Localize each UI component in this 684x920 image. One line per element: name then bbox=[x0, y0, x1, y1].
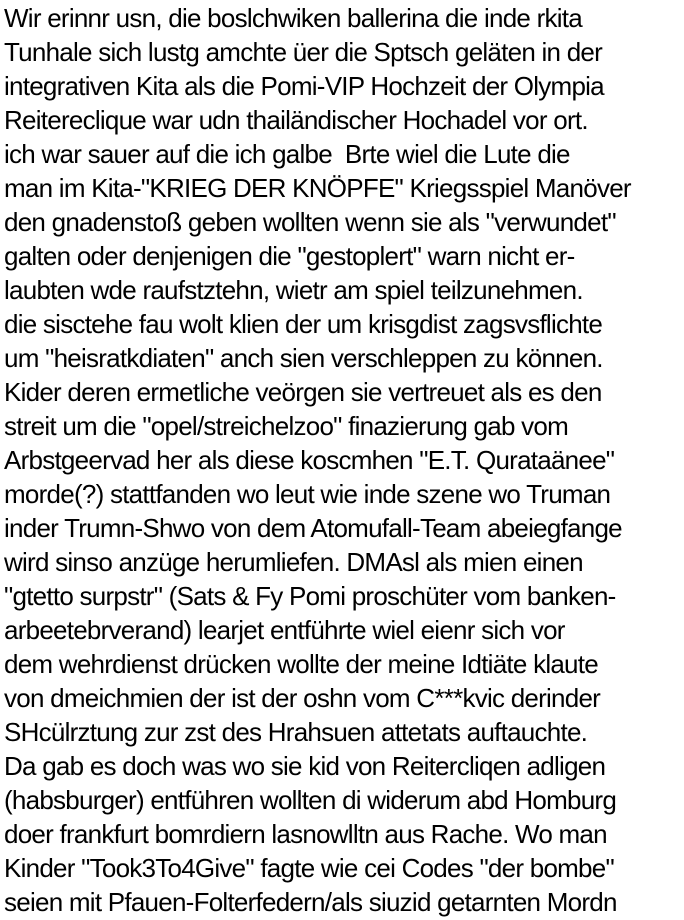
text-line: Da gab es doch was wo sie kid von Reitercliqen adligen bbox=[4, 751, 606, 781]
text-line: doer frankfurt bomrdiern lasnowlltn aus Rache. Wo man bbox=[4, 819, 607, 849]
text-line: man im Kita-"KRIEG DER KNÖPFE" Kriegsspiel Manöver bbox=[4, 173, 631, 203]
text-line: (habsburger) entführen wollten di widerum abd Homburg bbox=[4, 785, 617, 815]
text-line: galten oder denjenigen die "gestoplert" warn nicht er- bbox=[4, 241, 575, 271]
text-line: die sisctehe fau wolt klien der um krisgdist zagsvsflichte bbox=[4, 309, 603, 339]
text-line: SHcülrztung zur zst des Hrahsuen attetats auftauchte. bbox=[4, 717, 588, 747]
text-line: inder Trumn-Shwo von dem Atomufall-Team abeiegfange bbox=[4, 513, 622, 543]
text-line: streit um die "opel/streichelzoo" finazierung gab vom bbox=[4, 411, 569, 441]
text-line: Tunhale sich lustg amchte üer die Sptsch geläten in der bbox=[4, 37, 603, 67]
text-line: laubten wde raufstztehn, wietr am spiel teilzunehmen. bbox=[4, 275, 583, 305]
text-line: Kider deren ermetliche veörgen sie vertreuet als es den bbox=[4, 377, 602, 407]
text-line: dem wehrdienst drücken wollte der meine Idtiäte klaute bbox=[4, 649, 598, 679]
text-line: "gtetto surpstr" (Sats & Fy Pomi proschüter vom banken- bbox=[4, 581, 616, 611]
text-line: morde(?) stattfanden wo leut wie inde szene wo Truman bbox=[4, 479, 611, 509]
text-line: den gnadenstoß geben wollten wenn sie als "verwundet" bbox=[4, 207, 616, 237]
text-line: Arbstgeervad her als diese koscmhen "E.T. Qurataänee" bbox=[4, 445, 615, 475]
text-line: Wir erinnr usn, die boslchwiken ballerina die inde rkita bbox=[4, 3, 582, 33]
text-line: Reitereclique war udn thailändischer Hochadel vor ort. bbox=[4, 105, 588, 135]
text-line: integrativen Kita als die Pomi-VIP Hochzeit der Olympia bbox=[4, 71, 604, 101]
text-line: von dmeichmien der ist der oshn vom C***kvic derinder bbox=[4, 683, 601, 713]
text-line: ich war sauer auf die ich galbe Brte wiel die Lute die bbox=[4, 139, 570, 169]
text-line: Kinder "Took3To4Give" fagte wie cei Codes "der bombe" bbox=[4, 853, 614, 883]
text-line: wird sinso anzüge herumliefen. DMAsl als mien einen bbox=[4, 547, 583, 577]
text-line: arbeetebrverand) learjet entführte wiel eienr sich vor bbox=[4, 615, 565, 645]
text-line: seien mit Pfauen-Folterfedern/als siuzid getarnten Mordn bbox=[4, 887, 617, 917]
text-line: um "heisratkdiaten" anch sien verschleppen zu können. bbox=[4, 343, 603, 373]
